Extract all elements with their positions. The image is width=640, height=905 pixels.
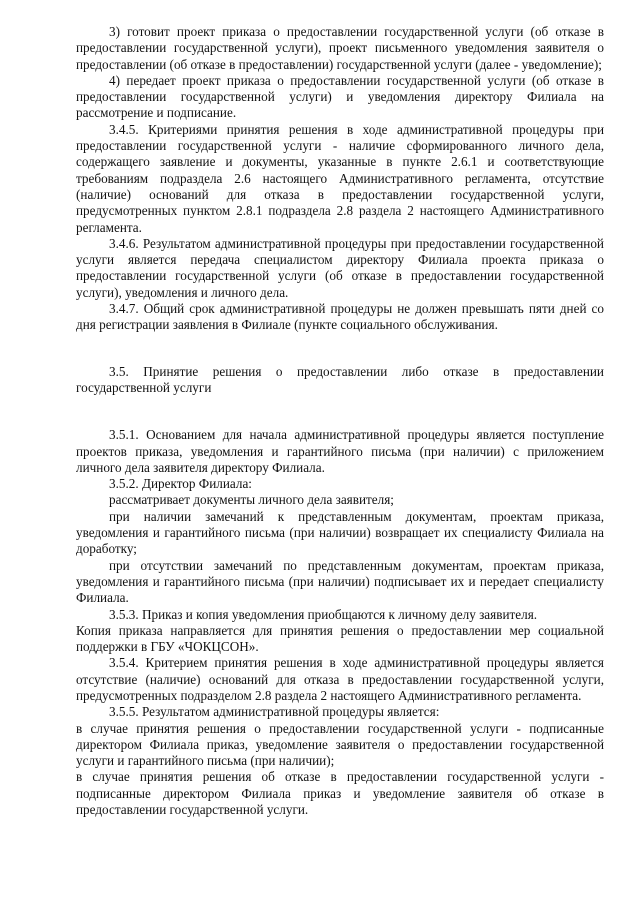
paragraph-3-4-7: 3.4.7. Общий срок административной процедуры не должен превышать пяти дней со дня регистрации заявления в Филиале (пункте социального обслуживания. — [76, 301, 604, 333]
paragraph-3-5-4: 3.5.4. Критерием принятия решения в ходе административной процедуры является отсутствие (наличие) оснований для отказа в предоставлении государственной услуги, предусмотренных подразделом 2.8 раздела 2 настоящего Административного регламента. — [76, 655, 604, 703]
paragraph-3-5-5-grant: в случае принятия решения о предоставлении государственной услуги - подписанные директором Филиала приказ, уведомление заявителя о предоставлении государственной услуги и гарантийного письма (при наличии); — [76, 720, 604, 769]
paragraph-3-5-3-copy: Копия приказа направляется для принятия решения о предоставлении мер социальной поддержки в ГБУ «ЧОКЦСОН». — [76, 622, 604, 655]
paragraph-3-5-3: 3.5.3. Приказ и копия уведомления приобщаются к личному делу заявителя. — [109, 606, 538, 622]
paragraph-item-3: 3) готовит проект приказа о предоставлении государственной услуги (об отказе в предоставлении государственной услуги), проект письменного уведомления заявителя о предоставлении (об отказе в предоставлении) государственной услуги (далее - уведомление); — [76, 24, 604, 72]
paragraph-3-5-2-review: рассматривает документы личного дела заявителя; — [109, 492, 394, 508]
paragraph-3-5-5-refusal: в случае принятия решения об отказе в предоставлении государственной услуги - подписанные директором Филиала приказ и уведомление заявителя об отказе в предоставлении государственной услуги. — [76, 769, 604, 818]
paragraph-3-5-2-no-remarks: при отсутствии замечаний по представленным документам, проектам приказа, уведомления и гарантийного письма (при наличии) подписывает их и передает специалисту Филиала. — [76, 557, 604, 606]
paragraph-3-4-6: 3.4.6. Результатом административной процедуры при предоставлении государственной услуги является передача специалистом директору Филиала проекта приказа о предоставлении государственной услуги (об отказе в предоставлении государственной услуги), уведомления и личного дела. — [76, 235, 604, 300]
paragraph-3-5-2-remarks: при наличии замечаний к представленным документам, проектам приказа, уведомления и гарантийного письма (при наличии) возвращает их специалисту Филиала на доработку; — [76, 508, 604, 557]
paragraph-3-5-5: 3.5.5. Результатом административной процедуры является: — [109, 704, 440, 720]
paragraph-item-4: 4) передает проект приказа о предоставлении государственной услуги (об отказе в предоставлении государственной услуги) и уведомления директору Филиала на рассмотрение и подписание. — [76, 72, 604, 121]
document-page — [76, 0, 604, 818]
paragraph-3-5-1: 3.5.1. Основанием для начала административной процедуры является поступление проектов приказа, уведомления и гарантийного письма (при наличии) с приложением личного дела заявителя директору Филиала. — [76, 427, 604, 475]
paragraph-3-4-5: 3.4.5. Критериями принятия решения в ходе административной процедуры при предоставлении государственной услуги - наличие сформированного личного дела, содержащего заявление и документы, указанные в пункте 2.6.1 и соответствующие требованиям подраздела 2.6 настоящего Административного регламента, отсутствие (наличие) оснований для отказа в предоставлении государственной услуги, предусмотренных пунктом 2.8.1 подраздела 2.8 раздела 2 настоящего Административного регламента. — [76, 121, 604, 235]
section-heading-3-5: 3.5. Принятие решения о предоставлении либо отказе в предоставлении государственной услуги — [76, 363, 604, 395]
paragraph-3-5-2: 3.5.2. Директор Филиала: — [109, 476, 252, 492]
